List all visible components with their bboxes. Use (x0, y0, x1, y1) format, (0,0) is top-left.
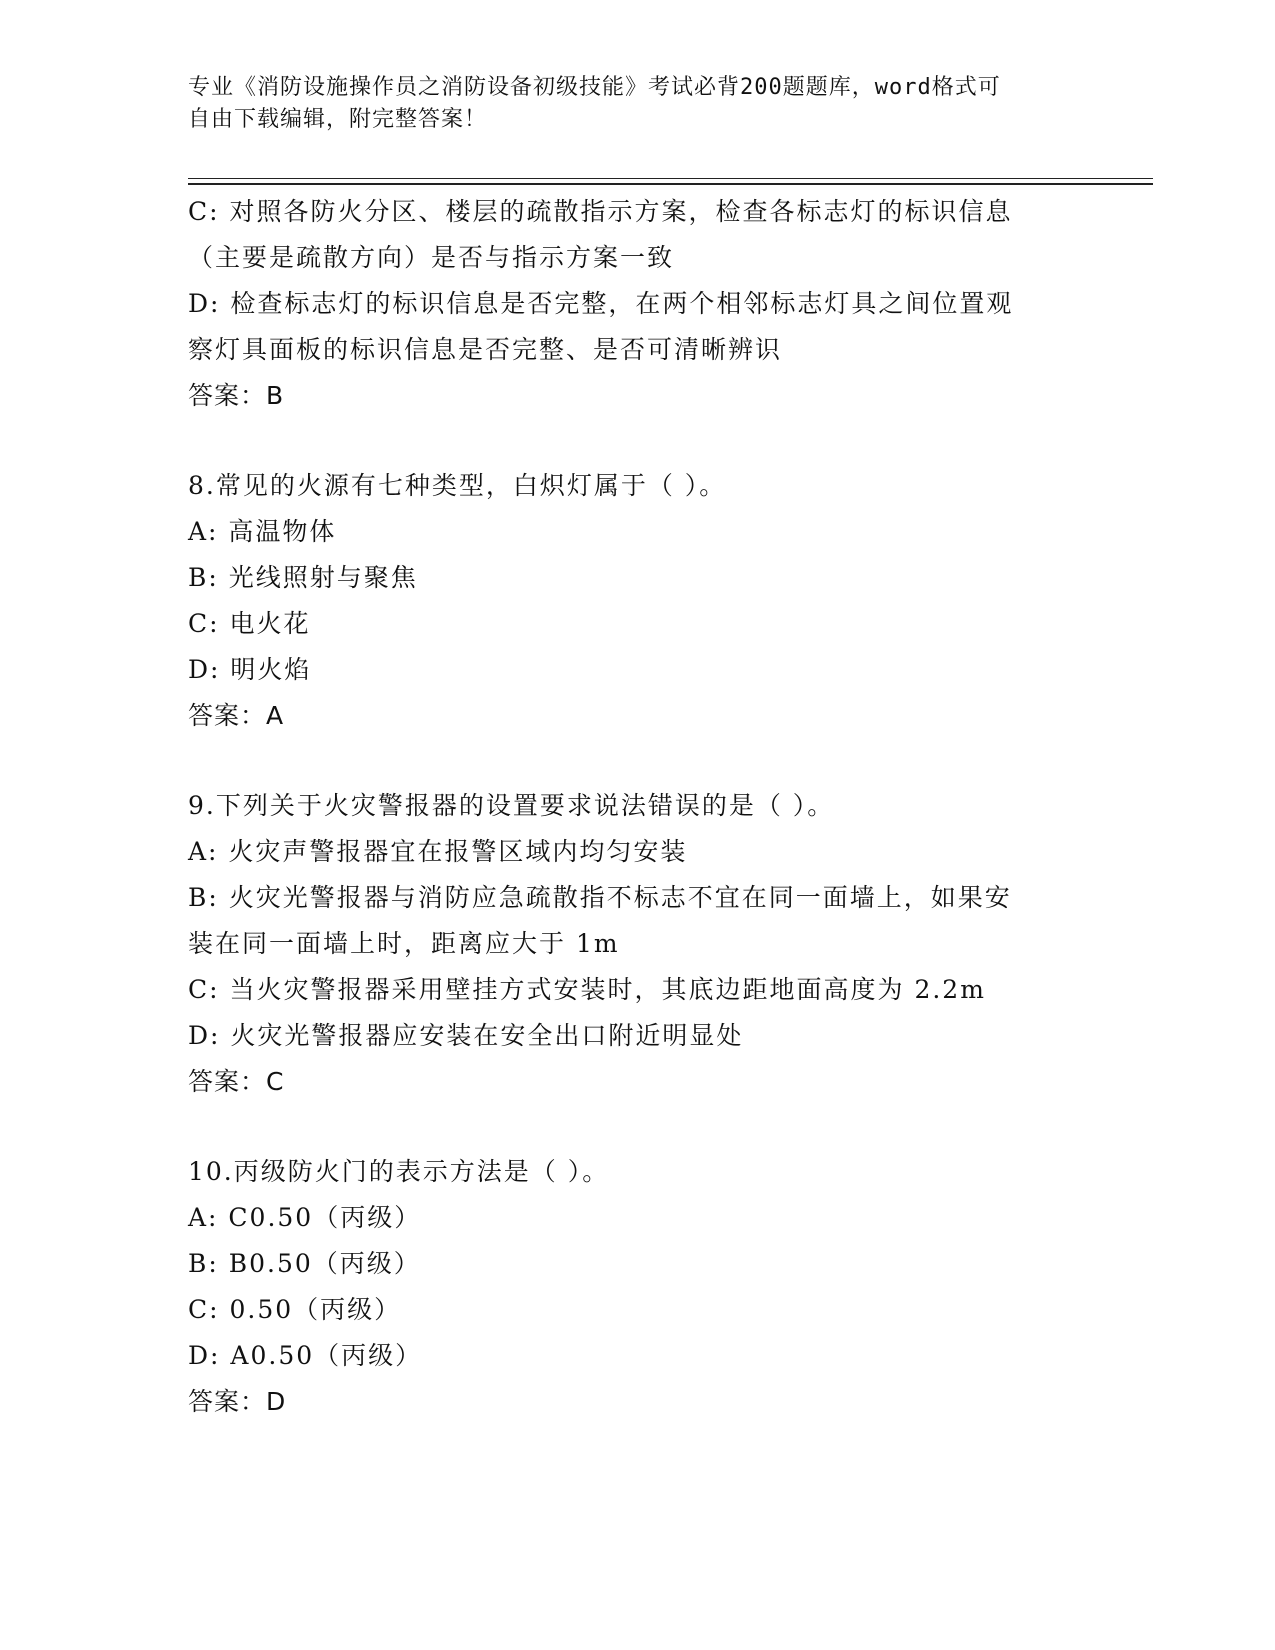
option-c: C: 电火花 (188, 609, 311, 638)
question-stem: 8.常见的火源有七种类型，白炽灯属于（ ）。 (188, 471, 727, 500)
option-line: D: 检查标志灯的标识信息是否完整，在两个相邻标志灯具之间位置观 (188, 289, 1014, 318)
option-a: A: C0.50（丙级） (188, 1203, 422, 1232)
question-block-8 (188, 463, 1088, 739)
option-a: A: 火灾声警报器宜在报警区域内均匀安装 (188, 837, 688, 866)
option-line: （主要是疏散方向）是否与指示方案一致 (188, 243, 675, 272)
document-header (188, 72, 1068, 136)
answer-line: 答案：C (188, 1067, 285, 1096)
option-b: B: 火灾光警报器与消防应急疏散指不标志不宜在同一面墙上，如果安 (188, 883, 1012, 912)
spacer (188, 419, 1088, 463)
header-line-1: 专业《消防设施操作员之消防设备初级技能》考试必背200题题库，word格式可 (188, 75, 1001, 100)
option-d: D: 明火焰 (188, 655, 312, 684)
question-block-9 (188, 783, 1088, 1105)
option-d: D: A0.50（丙级） (188, 1341, 423, 1370)
header-divider-thick (188, 183, 1153, 185)
question-block-7-continued (188, 189, 1088, 419)
answer-line: 答案：A (188, 701, 285, 730)
option-b-continued: 装在同一面墙上时，距离应大于 1m (188, 929, 620, 958)
header-line-2: 自由下载编辑，附完整答案！ (188, 107, 488, 132)
option-b: B: 光线照射与聚焦 (188, 563, 418, 592)
spacer (188, 1105, 1088, 1149)
option-d: D: 火灾光警报器应安装在安全出口附近明显处 (188, 1021, 744, 1050)
question-stem: 10.丙级防火门的表示方法是（ ）。 (188, 1157, 610, 1186)
answer-line: 答案：B (188, 381, 285, 410)
option-line: C: 对照各防火分区、楼层的疏散指示方案，检查各标志灯的标识信息 (188, 197, 1013, 226)
option-a: A: 高温物体 (188, 517, 337, 546)
option-line: 察灯具面板的标识信息是否完整、是否可清晰辨识 (188, 335, 783, 364)
spacer (188, 739, 1088, 783)
option-c: C: 0.50（丙级） (188, 1295, 402, 1324)
option-c: C: 当火灾警报器采用壁挂方式安装时，其底边距地面高度为 2.2m (188, 975, 986, 1004)
option-b: B: B0.50（丙级） (188, 1249, 421, 1278)
question-block-10 (188, 1149, 1088, 1425)
answer-line: 答案：D (188, 1387, 287, 1416)
header-divider-thin (188, 178, 1153, 179)
question-stem: 9.下列关于火灾警报器的设置要求说法错误的是（ ）。 (188, 791, 835, 820)
document-body (188, 189, 1088, 1425)
